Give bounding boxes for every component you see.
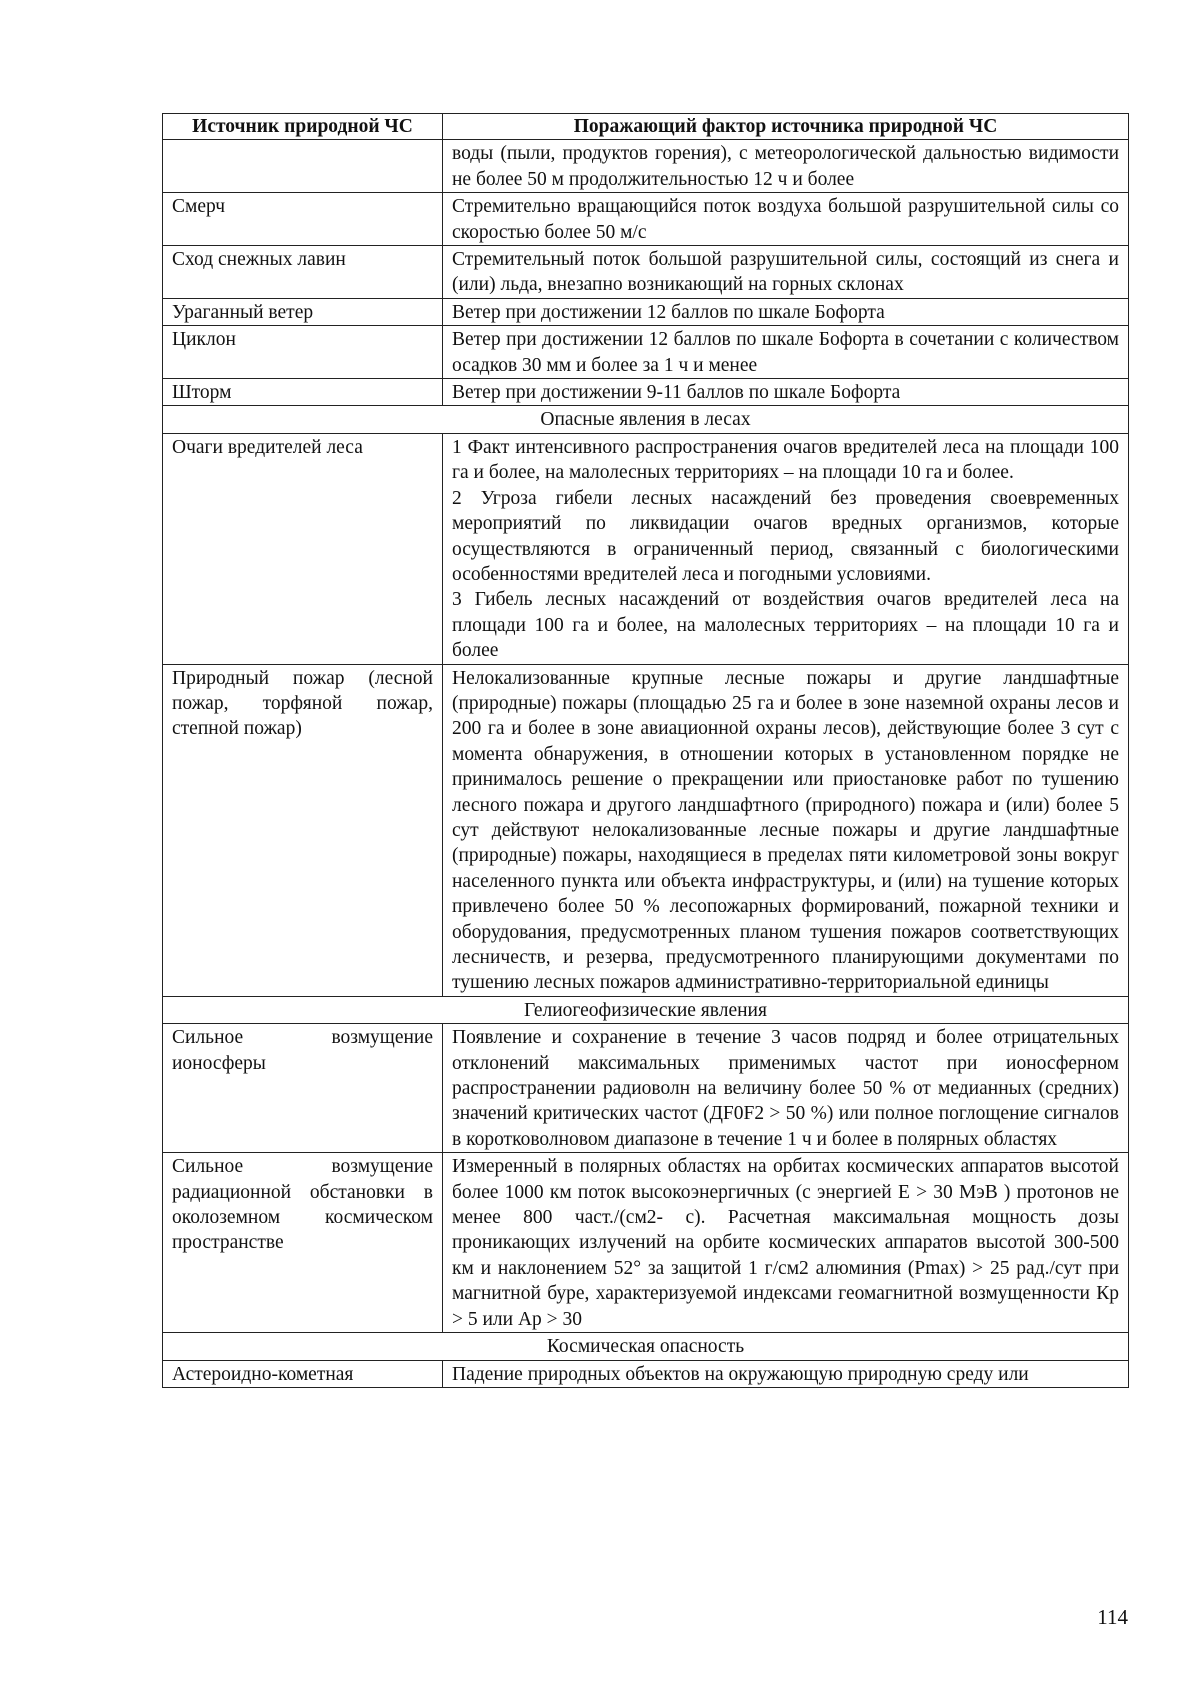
factor-cell xyxy=(443,1024,1129,1153)
table-row xyxy=(163,664,1129,996)
factor-paragraph: воды (пыли, продуктов горения), с метеорологической дальностью видимости не более 50 м продолжительностью 12 ч и более xyxy=(452,143,1119,190)
source-cell: Сильное возмущение ионосферы xyxy=(163,1024,443,1153)
factor-cell xyxy=(443,193,1129,246)
source-cell: Циклон xyxy=(163,326,443,379)
source-cell: Астероидно-кометная xyxy=(163,1360,443,1387)
factor-cell xyxy=(443,379,1129,406)
source-cell: Сход снежных лавин xyxy=(163,246,443,299)
source-cell: Очаги вредителей леса xyxy=(163,433,443,664)
section-row xyxy=(163,406,1129,433)
factor-paragraph: Ветер при достижении 9-11 баллов по шкале Бофорта xyxy=(452,382,901,404)
section-row xyxy=(163,996,1129,1023)
header-factor: Поражающий фактор источника природной ЧС xyxy=(443,114,1129,140)
factor-paragraph: Ветер при достижении 12 баллов по шкале Бофорта в сочетании с количеством осадков 30 мм и более за 1 ч и менее xyxy=(452,329,1119,376)
source-cell: Природный пожар (лесной пожар, торфяной пожар, степной пожар) xyxy=(163,664,443,996)
factor-cell xyxy=(443,298,1129,325)
table-row xyxy=(163,1024,1129,1153)
table-row xyxy=(163,379,1129,406)
factor-cell xyxy=(443,326,1129,379)
factor-paragraph: 3 Гибель лесных насаждений от воздействия очагов вредителей леса на площади 100 га и более, на малолесных территориях – на площади 10 га и более xyxy=(452,589,1119,662)
factor-cell xyxy=(443,1360,1129,1387)
factor-cell xyxy=(443,1153,1129,1333)
factor-paragraph: Ветер при достижении 12 баллов по шкале Бофорта xyxy=(452,301,885,323)
source-cell: Шторм xyxy=(163,379,443,406)
section-title: Опасные явления в лесах xyxy=(163,406,1129,433)
factor-paragraph: Падение природных объектов на окружающую природную среду или xyxy=(452,1363,1029,1385)
factor-paragraph: Измеренный в полярных областях на орбитах космических аппаратов высотой более 1000 км поток высокоэнергичных (с энергией Е > 30 МэВ ) протонов не менее 800 част./(см2- с). Расчетная максимальная мощность дозы проникающих излучений на орбите космических аппаратов высотой 300-500 км и наклонением 52° за защитой 1 г/см2 алюминия (Рmax) > 25 рад./сут при магнитной буре, характеризуемой индексами геомагнитной возмущенности Кр > 5 или Ар > 30 xyxy=(452,1156,1119,1330)
table-body xyxy=(163,140,1129,1388)
factor-cell xyxy=(443,246,1129,299)
page-number: 114 xyxy=(1097,1605,1128,1629)
table-row xyxy=(163,140,1129,193)
source-cell: Смерч xyxy=(163,193,443,246)
factor-paragraph: 1 Факт интенсивного распространения очагов вредителей леса на площади 100 га и более, на малолесных территориях – на площади 10 га и более. xyxy=(452,436,1119,484)
factor-paragraph: Появление и сохранение в течение 3 часов подряд и более отрицательных отклонений максимальных применимых частот при ионосферном распространении радиоволн на величину более 50 % от медианных (средних) значений критических частот (ДF0F2 > 50 %) или полное поглощение сигналов в коротковолновом диапазоне в течение 1 ч и более в полярных областях xyxy=(452,1027,1119,1150)
table-row xyxy=(163,1360,1129,1387)
source-cell: Ураганный ветер xyxy=(163,298,443,325)
factor-paragraph: Стремительно вращающийся поток воздуха большой разрушительной силы со скоростью более 50 м/с xyxy=(452,196,1119,243)
factor-cell xyxy=(443,140,1129,193)
factor-cell xyxy=(443,433,1129,664)
table-row xyxy=(163,1153,1129,1333)
section-title: Космическая опасность xyxy=(163,1333,1129,1360)
hazard-table xyxy=(162,113,1129,1388)
section-title: Гелиогеофизические явления xyxy=(163,996,1129,1023)
section-row xyxy=(163,1333,1129,1360)
factor-paragraph: Нелокализованные крупные лесные пожары и другие ландшафтные (природные) пожары (площадью 25 га и более в зоне наземной охраны лесов и 200 га и более в зоне авиационной охраны лесов), действующие более 3 сут с момента обнаружения, в отношении которых в установленном порядке не принималось решение о прекращении или приостановке работ по тушению лесного пожара и другого ландшафтного (природного) пожара и (или) более 5 сут действуют нелокализованные лесные пожары и другие ландшафтные (природные) пожары, находящиеся в пределах пяти километровой зоны вокруг населенного пункта или объекта инфраструктуры, и (или) на тушение которых привлечено более 50 % лесопожарных формирований, пожарной техники и оборудования, предусмотренных планом тушения пожаров соответствующих лесничеств, и резерва, предусмотренного планирующими документами по тушению лесных пожаров административно-территориальной единицы xyxy=(452,667,1119,994)
table-row xyxy=(163,193,1129,246)
factor-paragraph: Стремительный поток большой разрушительной силы, состоящий из снега и (или) льда, внезапно возникающий на горных склонах xyxy=(452,249,1119,296)
table-header-row xyxy=(163,114,1129,140)
factor-cell xyxy=(443,664,1129,996)
table-row xyxy=(163,433,1129,664)
source-cell xyxy=(163,140,443,193)
factor-paragraph: 2 Угроза гибели лесных насаждений без проведения своевременных мероприятий по ликвидации очагов вредных организмов, которые осуществляются в ограниченный период, связанный с биологическими особенностями вредителей леса и погодными условиями. xyxy=(452,487,1119,585)
table-row xyxy=(163,298,1129,325)
table-row xyxy=(163,246,1129,299)
table-row xyxy=(163,326,1129,379)
header-source: Источник природной ЧС xyxy=(163,114,443,140)
source-cell: Сильное возмущение радиационной обстановки в околоземном космическом пространстве xyxy=(163,1153,443,1333)
